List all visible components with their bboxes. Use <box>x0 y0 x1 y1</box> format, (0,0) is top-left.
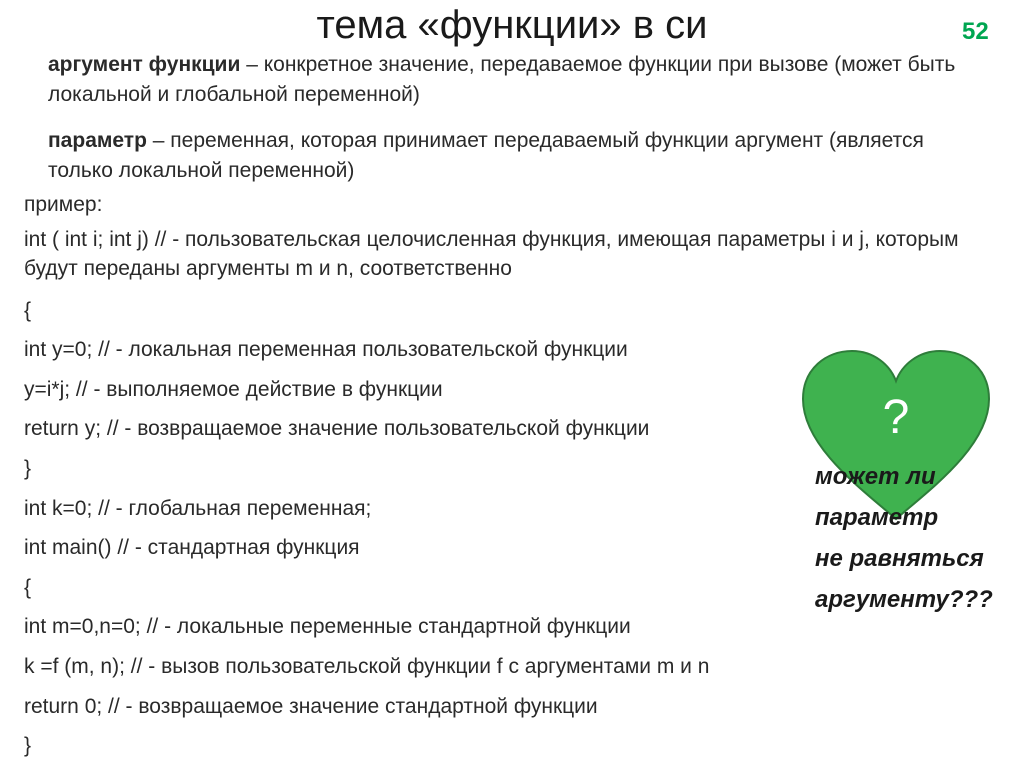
code-line-return-y: return y; // - возвращаемое значение пользовательской функции <box>24 417 650 441</box>
code-line-close-brace: } <box>24 456 32 480</box>
code-line-function-signature: int ( int i; int j) // - пользовательская целочисленная функция, имеющая параметры i и j, которым будут переданы аргументы m и n, соответственно <box>24 228 959 280</box>
code-line-main-locals: int m=0,n=0; // - локальные переменные стандартной функции <box>24 615 631 639</box>
question-line-2: параметр <box>815 504 939 531</box>
code-line-call: k =f (m, n); // - вызов пользовательской функции f с аргументами m и n <box>24 654 710 678</box>
code-line-open-brace: { <box>24 298 32 322</box>
definition-argument <box>48 50 968 110</box>
question-line-4: аргументу??? <box>815 586 993 613</box>
definition-parameter <box>48 126 968 186</box>
example-label: пример: <box>24 193 103 216</box>
code-line-local-var: int y=0; // - локальная переменная пользовательской функции <box>24 338 628 362</box>
page-number: 52 <box>962 18 989 45</box>
term-parameter: параметр <box>48 129 147 152</box>
code-line-action: y=i*j; // - выполняемое действие в функции <box>24 377 443 401</box>
code-line-return-0: return 0; // - возвращаемое значение стандартной функции <box>24 694 598 718</box>
code-line-global-var: int k=0; // - глобальная переменная; <box>24 496 372 520</box>
term-argument: аргумент функции <box>48 53 241 76</box>
definition-argument-text: – конкретное значение, передаваемое функции при вызове (может быть локальной и глобальной переменной) <box>48 53 956 106</box>
definition-parameter-text: – переменная, которая принимает передаваемый функции аргумент (является только локальной переменной) <box>48 129 924 182</box>
question-line-3: не равняться <box>815 545 984 572</box>
question-line-1: может ли <box>815 463 936 490</box>
code-line-open-brace-main: { <box>24 575 32 599</box>
code-line-close-brace-main: } <box>24 734 32 758</box>
slide-title: тема «функции» в си <box>316 3 708 47</box>
callout-question <box>815 456 1024 620</box>
question-mark: ? <box>882 391 910 444</box>
code-line-main: int main() // - стандартная функция <box>24 536 360 560</box>
